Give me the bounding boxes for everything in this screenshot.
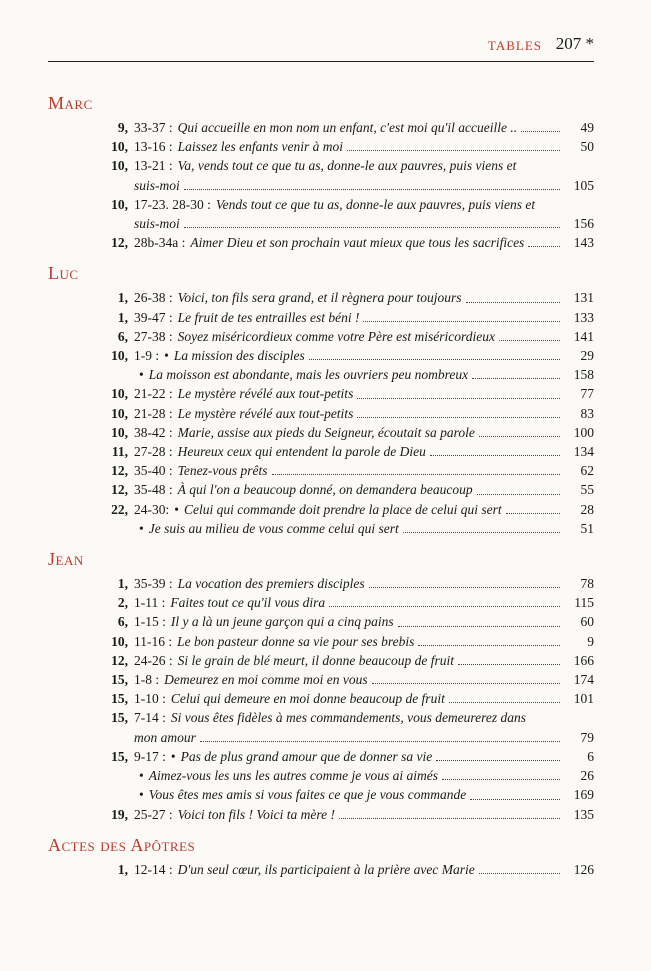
entry-title: Le mystère révélé aux tout-petits xyxy=(177,386,354,402)
dot-leader xyxy=(329,606,560,607)
entry-page: 77 xyxy=(580,386,594,402)
chapter-ref: 10, xyxy=(111,633,128,649)
dot-leader xyxy=(430,455,560,456)
entry-page: 55 xyxy=(580,482,594,498)
entry-title: Tenez-vous prêts xyxy=(177,463,268,479)
entry-title: Soyez miséricordieux comme votre Père est miséricordieux xyxy=(177,328,496,344)
index-entry xyxy=(48,500,594,519)
chapter-ref: 6, xyxy=(117,328,128,344)
verse-ref: 35-40 : xyxy=(134,463,173,479)
verse-ref: 27-38 : xyxy=(134,328,173,344)
chapter-ref: 1, xyxy=(117,309,128,325)
index-entry xyxy=(48,747,594,766)
bullet-icon: • xyxy=(139,367,144,383)
entry-title: À qui l'on a beaucoup donné, on demandera beaucoup xyxy=(177,482,473,498)
entry-title: Aimez-vous les uns les autres comme je vous ai aimés xyxy=(148,768,439,784)
entry-title: Vous êtes mes amis si vous faites ce que je vous commande xyxy=(148,787,467,803)
index-section xyxy=(48,262,594,538)
entry-page: 26 xyxy=(580,768,594,784)
entry-title: Pas de plus grand amour que de donner sa vie xyxy=(180,748,433,764)
entry-title: Voici ton fils ! Voici ta mère ! xyxy=(177,806,335,822)
index-entry xyxy=(48,728,594,747)
verse-ref: 24-30: xyxy=(134,501,170,517)
chapter-ref: 10, xyxy=(111,386,128,402)
verse-ref: 7-14 : xyxy=(134,710,166,726)
entry-title-continued: mon amour xyxy=(134,729,196,745)
index-entry xyxy=(48,480,594,499)
entry-page: 115 xyxy=(574,595,594,611)
verse-ref: 12-14 : xyxy=(134,861,173,877)
entry-title: Si le grain de blé meurt, il donne beaucoup de fruit xyxy=(177,652,454,668)
dot-leader xyxy=(363,321,560,322)
verse-ref: 1-8 : xyxy=(134,672,160,688)
dot-leader xyxy=(418,645,560,646)
dot-leader xyxy=(479,436,560,437)
bullet-icon: • xyxy=(164,348,169,364)
index-entry xyxy=(48,365,594,384)
dot-leader xyxy=(472,378,560,379)
entry-title: Il y a là un jeune garçon qui a cinq pains xyxy=(170,614,394,630)
entry-title: Faites tout ce qu'il vous dira xyxy=(170,595,326,611)
index-entry xyxy=(48,612,594,631)
entry-title: Si vous êtes fidèles à mes commandements, vous demeurerez dans xyxy=(170,710,527,726)
verse-ref: 17-23. 28-30 : xyxy=(134,196,211,212)
index-entry xyxy=(48,461,594,480)
section-title: Jean xyxy=(48,549,84,570)
dot-leader xyxy=(470,799,560,800)
dot-leader xyxy=(477,494,560,495)
verse-ref: 33-37 : xyxy=(134,120,173,135)
dot-leader xyxy=(339,818,560,819)
index-entry xyxy=(48,442,594,461)
index-entry xyxy=(48,404,594,423)
index-entry xyxy=(48,384,594,403)
dot-leader xyxy=(449,702,560,703)
verse-ref: 1-15 : xyxy=(134,614,166,630)
chapter-ref: 12, xyxy=(111,652,128,668)
section-title: Actes des Apôtres xyxy=(48,834,196,855)
entry-page: 169 xyxy=(573,787,594,803)
dot-leader xyxy=(357,417,560,418)
entry-page: 79 xyxy=(580,729,594,745)
index-entry xyxy=(48,519,594,538)
chapter-ref: 2, xyxy=(117,595,128,611)
chapter-ref: 15, xyxy=(111,748,128,764)
entry-page: 6 xyxy=(587,748,594,764)
index-entry xyxy=(48,632,594,651)
entry-title: Marie, assise aux pieds du Seigneur, écoutait sa parole xyxy=(177,424,475,440)
verse-ref: 1-9 : xyxy=(134,348,160,364)
entry-page: 9 xyxy=(587,633,594,649)
dot-leader xyxy=(499,340,560,341)
entry-title: D'un seul cœur, ils participaient à la prière avec Marie xyxy=(177,861,475,877)
entry-page: 101 xyxy=(573,691,594,707)
index-entry xyxy=(48,670,594,689)
chapter-ref: 10, xyxy=(111,196,128,212)
index-entry xyxy=(48,233,594,252)
index-entry xyxy=(48,689,594,708)
entry-page: 134 xyxy=(573,444,594,460)
bullet-icon: • xyxy=(170,748,176,764)
verse-ref: 21-28 : xyxy=(134,405,173,421)
verse-ref: 21-22 : xyxy=(134,386,173,402)
entry-title: Celui qui demeure en moi donne beaucoup de fruit xyxy=(170,691,445,707)
entry-page: 78 xyxy=(580,576,594,592)
entry-title: Demeurez en moi comme moi en vous xyxy=(164,672,368,688)
section-title: Luc xyxy=(48,263,79,284)
index-entry xyxy=(48,214,594,233)
dot-leader xyxy=(403,532,560,533)
index-entry xyxy=(48,651,594,670)
verse-ref: 25-27 : xyxy=(134,806,173,822)
entry-title: Va, vends tout ce que tu as, donne-le aux pauvres, puis viens et xyxy=(177,158,517,174)
chapter-ref: 10, xyxy=(111,405,128,421)
index-entry xyxy=(48,346,594,365)
index-entry xyxy=(48,766,594,785)
index-entry xyxy=(48,195,594,214)
entry-title: Heureux ceux qui entendent la parole de Dieu xyxy=(177,444,426,460)
entry-page: 50 xyxy=(580,139,594,155)
entry-page: 29 xyxy=(580,348,594,364)
dot-leader xyxy=(521,131,560,132)
chapter-ref: 10, xyxy=(111,424,128,440)
verse-ref: 39-47 : xyxy=(134,309,173,325)
chapter-ref: 12, xyxy=(111,463,128,479)
entry-page: 143 xyxy=(573,235,594,251)
verse-ref: 38-42 : xyxy=(134,424,173,440)
bullet-icon: • xyxy=(139,520,144,536)
chapter-ref: 1, xyxy=(117,576,128,592)
entry-page: 141 xyxy=(573,328,594,344)
index-entry xyxy=(48,137,594,156)
chapter-ref: 10, xyxy=(111,348,128,364)
verse-ref: 24-26 : xyxy=(134,652,173,668)
dot-leader xyxy=(369,587,560,588)
verse-ref: 27-28 : xyxy=(134,444,173,460)
index-entry xyxy=(48,423,594,442)
verse-ref: 28b-34a : xyxy=(134,235,186,251)
chapter-ref: 11, xyxy=(111,444,128,460)
index-entry xyxy=(48,288,594,307)
page-number: 207 * xyxy=(555,34,594,53)
dot-leader xyxy=(272,474,561,475)
section-title: Marc xyxy=(48,93,93,113)
verse-ref: 1-10 : xyxy=(134,691,166,707)
entry-title-continued: suis-moi xyxy=(134,177,180,193)
bullet-icon: • xyxy=(174,501,179,517)
verse-ref: 26-38 : xyxy=(134,290,173,306)
dot-leader xyxy=(458,664,560,665)
verse-ref: 13-21 : xyxy=(134,158,173,174)
verse-ref: 35-39 : xyxy=(134,576,173,592)
index-entry xyxy=(48,327,594,346)
entry-page: 174 xyxy=(573,672,594,688)
entry-page: 100 xyxy=(573,424,594,440)
dot-leader xyxy=(479,873,560,874)
index-content xyxy=(48,92,594,889)
verse-ref: 13-16 : xyxy=(134,139,173,155)
chapter-ref: 1, xyxy=(117,861,128,877)
chapter-ref: 15, xyxy=(111,710,128,726)
chapter-ref: 22, xyxy=(111,501,128,517)
bullet-icon: • xyxy=(139,787,144,803)
dot-leader xyxy=(309,359,560,360)
entry-page: 60 xyxy=(580,614,594,630)
index-entry xyxy=(48,156,594,175)
verse-ref: 35-48 : xyxy=(134,482,173,498)
entry-page: 28 xyxy=(580,501,594,517)
entry-page: 51 xyxy=(580,520,594,536)
chapter-ref: 12, xyxy=(111,235,128,251)
verse-ref: 11-16 : xyxy=(134,633,173,649)
dot-leader xyxy=(184,189,560,190)
entry-page: 49 xyxy=(580,120,594,135)
dot-leader xyxy=(528,246,560,247)
entry-title: Le bon pasteur donne sa vie pour ses brebis xyxy=(177,633,415,649)
dot-leader xyxy=(398,626,560,627)
entry-page: 133 xyxy=(573,309,594,325)
verse-ref: 9-17 : xyxy=(134,748,166,764)
chapter-ref: 12, xyxy=(111,482,128,498)
dot-leader xyxy=(372,683,560,684)
index-entry xyxy=(48,574,594,593)
entry-title: Vends tout ce que tu as, donne-le aux pauvres, puis viens et xyxy=(215,196,536,212)
chapter-ref: 6, xyxy=(117,614,128,630)
index-entry xyxy=(48,176,594,195)
entry-page: 135 xyxy=(573,806,594,822)
entry-title: Je suis au milieu de vous comme celui qui sert xyxy=(148,520,399,536)
dot-leader xyxy=(200,741,560,742)
chapter-ref: 10, xyxy=(111,158,128,174)
dot-leader xyxy=(442,779,560,780)
entry-title: La vocation des premiers disciples xyxy=(177,576,365,592)
entry-page: 166 xyxy=(573,652,594,668)
index-entry xyxy=(48,118,594,137)
entry-title: Le fruit de tes entrailles est béni ! xyxy=(177,309,360,325)
entry-title-continued: suis-moi xyxy=(134,216,180,232)
entry-page: 156 xyxy=(573,216,594,232)
chapter-ref: 15, xyxy=(111,691,128,707)
entry-title: Aimer Dieu et son prochain vaut mieux que tous les sacrifices xyxy=(190,235,525,251)
entry-title: Laissez les enfants venir à moi xyxy=(177,139,343,155)
chapter-ref: 9, xyxy=(117,120,128,135)
entry-title: Celui qui commande doit prendre la place de celui qui sert xyxy=(183,501,502,517)
entry-title: Le mystère révélé aux tout-petits xyxy=(177,405,354,421)
index-section xyxy=(48,834,594,879)
entry-title: Qui accueille en mon nom un enfant, c'est moi qu'il accueille .. xyxy=(177,120,518,135)
entry-page: 105 xyxy=(573,177,594,193)
dot-leader xyxy=(436,760,560,761)
chapter-ref: 15, xyxy=(111,672,128,688)
entry-page: 83 xyxy=(580,405,594,421)
entry-page: 62 xyxy=(580,463,594,479)
dot-leader xyxy=(357,398,560,399)
index-entry xyxy=(48,805,594,824)
dot-leader xyxy=(347,150,560,151)
index-section xyxy=(48,548,594,824)
entry-page: 158 xyxy=(573,367,594,383)
running-header xyxy=(48,36,594,58)
index-entry xyxy=(48,785,594,804)
header-rule xyxy=(48,61,594,62)
dot-leader xyxy=(506,513,560,514)
bullet-icon: • xyxy=(139,768,144,784)
entry-page: 131 xyxy=(573,290,594,306)
entry-title: La moisson est abondante, mais les ouvriers peu nombreux xyxy=(148,367,469,383)
entry-title: La mission des disciples xyxy=(173,348,305,364)
chapter-ref: 10, xyxy=(111,139,128,155)
chapter-ref: 19, xyxy=(111,806,128,822)
index-section xyxy=(48,92,594,252)
index-entry xyxy=(48,593,594,612)
entry-title: Voici, ton fils sera grand, et il règnera pour toujours xyxy=(177,290,462,306)
verse-ref: 1-11 : xyxy=(134,595,166,611)
chapter-ref: 1, xyxy=(117,290,128,306)
entry-page: 126 xyxy=(573,861,594,877)
index-entry xyxy=(48,308,594,327)
index-entry xyxy=(48,708,594,727)
header-title: TABLES xyxy=(487,38,542,53)
index-entry xyxy=(48,860,594,879)
dot-leader xyxy=(184,227,560,228)
dot-leader xyxy=(466,302,560,303)
